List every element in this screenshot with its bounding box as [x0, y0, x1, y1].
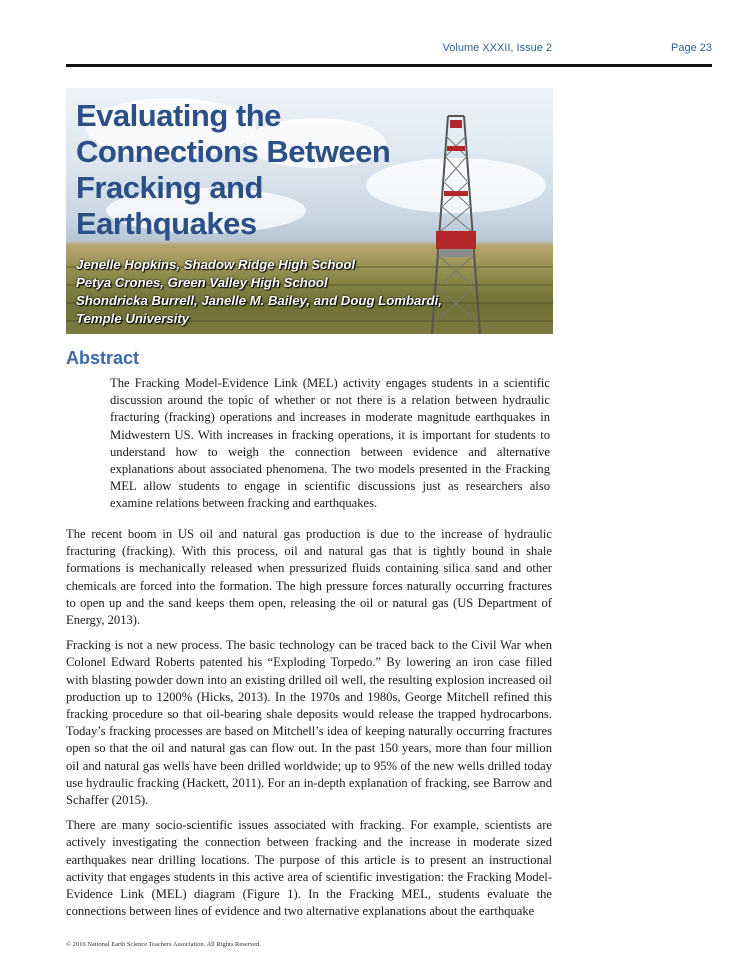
author-line: Temple University — [76, 311, 190, 326]
body-paragraph: Fracking is not a new process. The basic technology can be traced back to the Civil War when Colonel Edward Roberts patented his “Exploding Torpedo.” By lowering an iron case filled with blasting powder down into an existing drilled oil well, the resulting explosion increased oil production up to 1200% (Hicks, 2013). In the 1970s and 1980s, George Mitchell refined this fracking procedure so that oil-bearing shale deposits would release the trapped hydrocarbons. Today’s fracking processes are based on Mitchell’s idea of keeping naturally occurring fractures open so that the oil and natural gas can flow out. In the past 150 years, more than four million oil and natural gas wells have been drilled worldwide; up to 95% of the new wells drilled today use hydraulic fracking (Hackett, 2011). For an in-depth explanation of fracking, see Barrow and Schaffer (2015). — [66, 638, 552, 808]
copyright-footer: © 2016 National Earth Science Teachers Association. All Rights Reserved. — [66, 941, 261, 948]
body-paragraph: There are many socio-scientific issues associated with fracking. For example, scientists are actively investigating the connection between fracking and the increase in moderate sized earthquakes near drilling locations. The purpose of this article is to present an instructional activity that engages students in this active area of scientific investigation: the Fracking Model-Evidence Link (MEL) diagram (Figure 1). In the Fracking MEL, students evaluate the connections between lines of evidence and two alternative explanations about the earthquake — [66, 818, 552, 919]
author-line: Shondricka Burrell, Janelle M. Bailey, and Doug Lombardi, — [76, 293, 442, 308]
article-title: Evaluating the Connections Between Fracking and Earthquakes — [76, 98, 391, 241]
author-line: Petya Crones, Green Valley High School — [76, 275, 328, 290]
abstract-text: The Fracking Model-Evidence Link (MEL) activity engages students in a scientific discussion around the topic of whether or not there is a relation between hydraulic fracturing (fracking) operations and increases in moderate magnitude earthquakes in Midwestern US. With increases in fracking operations, it is important for students to understand how to weigh the connection between evidence and alternative explanations about associated phenomena. The two models presented in the Fracking MEL allow students to engage in scientific discussions just as researchers also examine relations between fracking and earthquakes. — [110, 376, 550, 511]
author-list — [76, 256, 442, 328]
header-rule — [66, 64, 712, 67]
author-line: Jenelle Hopkins, Shadow Ridge High School — [76, 257, 356, 272]
body-paragraph: The recent boom in US oil and natural gas production is due to the increase of hydraulic fracturing (fracking). With this process, oil and natural gas that is tightly bound in shale formations is mechanically released when pressurized fluids containing silica sand and other chemicals are forced into the formation. The high pressure forces naturally occurring fractures to open up and the sand keeps them open, releasing the oil or natural gas (US Department of Energy, 2013). — [66, 527, 552, 628]
issue-label: Volume XXXII, Issue 2 — [442, 42, 552, 54]
running-header — [66, 42, 712, 58]
title-banner-image — [66, 88, 553, 334]
abstract-heading: Abstract — [66, 348, 140, 368]
page-number: Page 23 — [671, 42, 712, 54]
article-body — [66, 526, 552, 928]
